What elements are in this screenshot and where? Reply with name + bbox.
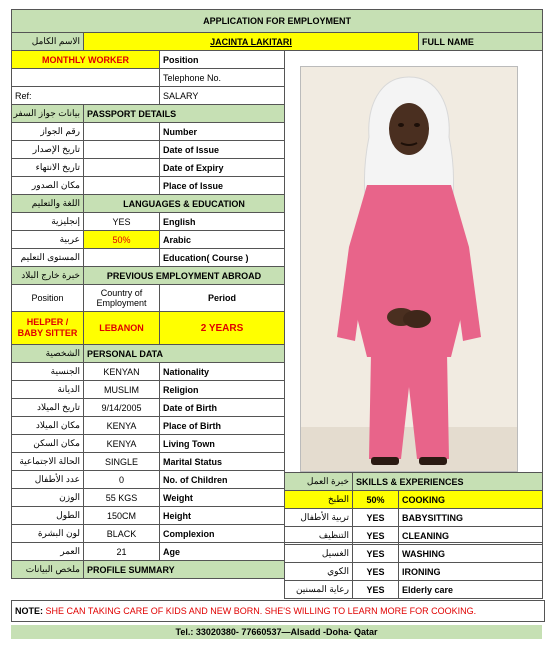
cooking-value: 50% (353, 491, 399, 509)
age-value: 21 (84, 543, 160, 561)
weight-label: Weight (160, 489, 285, 507)
full-name-ar: الاسم الكامل (12, 33, 84, 51)
employment-col-period: Period (160, 285, 285, 312)
telephone-label: Telephone No. (160, 69, 285, 87)
employment-col-country: Country of Employment (84, 285, 160, 312)
weight-ar: الوزن (12, 489, 84, 507)
elderly-ar: رعاية المسنين (285, 581, 353, 599)
employment-ar: خبرة خارج البلاد (12, 267, 84, 285)
cleaning-value: YES (353, 527, 399, 545)
expiry-date-label: Date of Expiry (160, 159, 285, 177)
birthplace-value: KENYA (84, 417, 160, 435)
nationality-ar: الجنسية (12, 363, 84, 381)
skills-heading: SKILLS & EXPERIENCES (353, 473, 543, 491)
cooking-ar: الطبخ (285, 491, 353, 509)
salary-label: SALARY (160, 87, 285, 105)
height-label: Height (160, 507, 285, 525)
babysitting-label: BABYSITTING (399, 509, 543, 527)
languages-heading: LANGUAGES & EDUCATION (84, 195, 285, 213)
passport-number-ar: رقم الجواز (12, 123, 84, 141)
english-label: English (160, 213, 285, 231)
complexion-ar: لون البشرة (12, 525, 84, 543)
employment-row-country: LEBANON (84, 312, 160, 345)
ironing-value: YES (353, 563, 399, 581)
issue-date-value (84, 141, 160, 159)
note-label: NOTE: (15, 606, 43, 616)
living-town-ar: مكان السكن (12, 435, 84, 453)
religion-value: MUSLIM (84, 381, 160, 399)
washing-ar: الغسيل (285, 545, 353, 563)
children-label: No. of Children (160, 471, 285, 489)
position-value: MONTHLY WORKER (12, 51, 160, 69)
languages-ar: اللغة والتعليم (12, 195, 84, 213)
age-label: Age (160, 543, 285, 561)
passport-number-label: Number (160, 123, 285, 141)
application-form (11, 9, 542, 643)
issue-place-label: Place of Issue (160, 177, 285, 195)
issue-place-value (84, 177, 160, 195)
birthplace-label: Place of Birth (160, 417, 285, 435)
dob-ar: تاريخ الميلاد (12, 399, 84, 417)
marital-ar: الحالة الاجتماعية (12, 453, 84, 471)
person-photo-icon (301, 67, 517, 471)
passport-ar: بيانات جواز السفر (12, 105, 84, 123)
washing-label: WASHING (399, 545, 543, 563)
skills-table (284, 472, 543, 599)
employment-heading: PREVIOUS EMPLOYMENT ABROAD (84, 267, 285, 285)
employment-row-period: 2 YEARS (160, 312, 285, 345)
dob-value: 9/14/2005 (84, 399, 160, 417)
living-town-value: KENYA (84, 435, 160, 453)
expiry-date-value (84, 159, 160, 177)
elderly-label: Elderly care (399, 581, 543, 599)
marital-label: Marital Status (160, 453, 285, 471)
passport-number-value (84, 123, 160, 141)
position-label: Position (160, 51, 285, 69)
height-value: 150CM (84, 507, 160, 525)
religion-ar: الديانة (12, 381, 84, 399)
full-name-label: FULL NAME (419, 33, 543, 51)
education-ar: المستوى التعليم (12, 249, 84, 267)
cleaning-label: CLEANING (399, 527, 543, 545)
telephone-value (12, 69, 160, 87)
arabic-ar: عربية (12, 231, 84, 249)
profile-heading: PROFILE SUMMARY (84, 561, 285, 579)
height-ar: الطول (12, 507, 84, 525)
complexion-label: Complexion (160, 525, 285, 543)
age-ar: العمر (12, 543, 84, 561)
passport-heading: PASSPORT DETAILS (84, 105, 285, 123)
note-text: SHE CAN TAKING CARE OF KIDS AND NEW BORN. SHE'S WILLING TO LEARN MORE FOR COOKING. (45, 606, 477, 616)
children-value: 0 (84, 471, 160, 489)
cleaning-ar: التنظيف (285, 527, 353, 545)
applicant-photo (300, 66, 518, 472)
english-ar: إنجليزية (12, 213, 84, 231)
education-label: Education( Course ) (160, 249, 285, 267)
employment-col-position: Position (12, 285, 84, 312)
issue-date-ar: تاريخ الإصدار (12, 141, 84, 159)
arabic-value: 50% (84, 231, 160, 249)
living-town-label: Living Town (160, 435, 285, 453)
form-title: APPLICATION FOR EMPLOYMENT (12, 10, 543, 33)
footer-contact: Tel.: 33020380- 77660537—Alsadd -Doha- Qatar (11, 625, 542, 639)
nationality-value: KENYAN (84, 363, 160, 381)
washing-value: YES (353, 545, 399, 563)
elderly-value: YES (353, 581, 399, 599)
english-value: YES (84, 213, 160, 231)
nationality-label: Nationality (160, 363, 285, 381)
employment-row-position: HELPER / BABY SITTER (12, 312, 84, 345)
personal-ar: الشخصية (12, 345, 84, 363)
ref-label: Ref: (12, 87, 160, 105)
issue-date-label: Date of Issue (160, 141, 285, 159)
profile-ar: ملخص البيانات (12, 561, 84, 579)
skills-ar: خبرة العمل (285, 473, 353, 491)
note-row (11, 600, 545, 622)
complexion-value: BLACK (84, 525, 160, 543)
weight-value: 55 KGS (84, 489, 160, 507)
education-value (84, 249, 160, 267)
expiry-date-ar: تاريخ الانتهاء (12, 159, 84, 177)
applicant-name: JACINTA LAKITARI (84, 33, 419, 51)
birthplace-ar: مكان الميلاد (12, 417, 84, 435)
ironing-ar: الكوي (285, 563, 353, 581)
cooking-label: COOKING (399, 491, 543, 509)
personal-heading: PERSONAL DATA (84, 345, 285, 363)
arabic-label: Arabic (160, 231, 285, 249)
issue-place-ar: مكان الصدور (12, 177, 84, 195)
marital-value: SINGLE (84, 453, 160, 471)
dob-label: Date of Birth (160, 399, 285, 417)
ironing-label: IRONING (399, 563, 543, 581)
babysitting-value: YES (353, 509, 399, 527)
babysitting-ar: تربية الأطفال (285, 509, 353, 527)
children-ar: عدد الأطفال (12, 471, 84, 489)
religion-label: Religion (160, 381, 285, 399)
